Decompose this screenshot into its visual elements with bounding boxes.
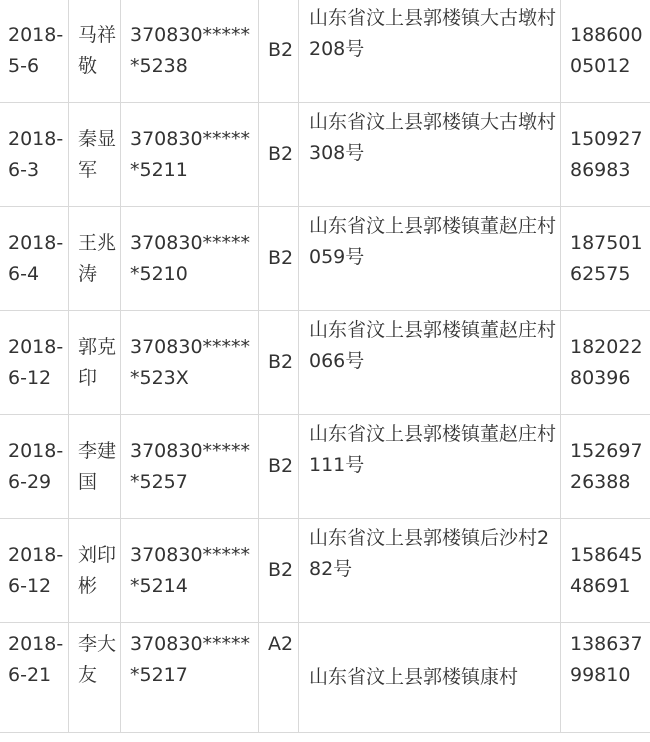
date-cell: 2018-6-21	[0, 623, 69, 733]
address-cell: 山东省汶上县郭楼镇董赵庄村059号	[299, 207, 561, 311]
table-row	[0, 415, 650, 519]
name-cell: 郭克印	[69, 311, 121, 415]
license-class-cell: B2	[259, 415, 299, 519]
table-row	[0, 519, 650, 623]
table-row	[0, 0, 650, 103]
address-cell: 山东省汶上县郭楼镇后沙村282号	[299, 519, 561, 623]
address-cell: 山东省汶上县郭楼镇董赵庄村066号	[299, 311, 561, 415]
address-cell: 山东省汶上县郭楼镇康村	[299, 623, 561, 733]
id-number-cell: 370830******5217	[121, 623, 259, 733]
name-cell: 王兆涛	[69, 207, 121, 311]
name-cell: 秦显军	[69, 103, 121, 207]
phone-cell: 15269726388	[561, 415, 650, 519]
address-cell: 山东省汶上县郭楼镇大古墩村308号	[299, 103, 561, 207]
date-cell: 2018-6-12	[0, 311, 69, 415]
table-row	[0, 311, 650, 415]
name-cell: 李大友	[69, 623, 121, 733]
name-cell: 刘印彬	[69, 519, 121, 623]
license-class-cell: B2	[259, 207, 299, 311]
id-number-cell: 370830******5210	[121, 207, 259, 311]
table-row	[0, 623, 650, 733]
phone-cell: 18860005012	[561, 0, 650, 103]
date-cell: 2018-6-3	[0, 103, 69, 207]
table-row	[0, 207, 650, 311]
date-cell: 2018-6-4	[0, 207, 69, 311]
id-number-cell: 370830******5214	[121, 519, 259, 623]
license-class-cell: B2	[259, 103, 299, 207]
id-number-cell: 370830******5211	[121, 103, 259, 207]
phone-cell: 15092786983	[561, 103, 650, 207]
id-number-cell: 370830******523X	[121, 311, 259, 415]
address-cell: 山东省汶上县郭楼镇董赵庄村111号	[299, 415, 561, 519]
name-cell: 李建国	[69, 415, 121, 519]
id-number-cell: 370830******5238	[121, 0, 259, 103]
license-class-cell: A2	[259, 623, 299, 733]
id-number-cell: 370830******5257	[121, 415, 259, 519]
table-row	[0, 103, 650, 207]
address-cell: 山东省汶上县郭楼镇大古墩村208号	[299, 0, 561, 103]
phone-cell: 18202280396	[561, 311, 650, 415]
name-cell: 马祥敬	[69, 0, 121, 103]
date-cell: 2018-6-12	[0, 519, 69, 623]
license-class-cell: B2	[259, 519, 299, 623]
date-cell: 2018-5-6	[0, 0, 69, 103]
license-class-cell: B2	[259, 0, 299, 103]
date-cell: 2018-6-29	[0, 415, 69, 519]
license-class-cell: B2	[259, 311, 299, 415]
phone-cell: 13863799810	[561, 623, 650, 733]
phone-cell: 18750162575	[561, 207, 650, 311]
phone-cell: 15864548691	[561, 519, 650, 623]
